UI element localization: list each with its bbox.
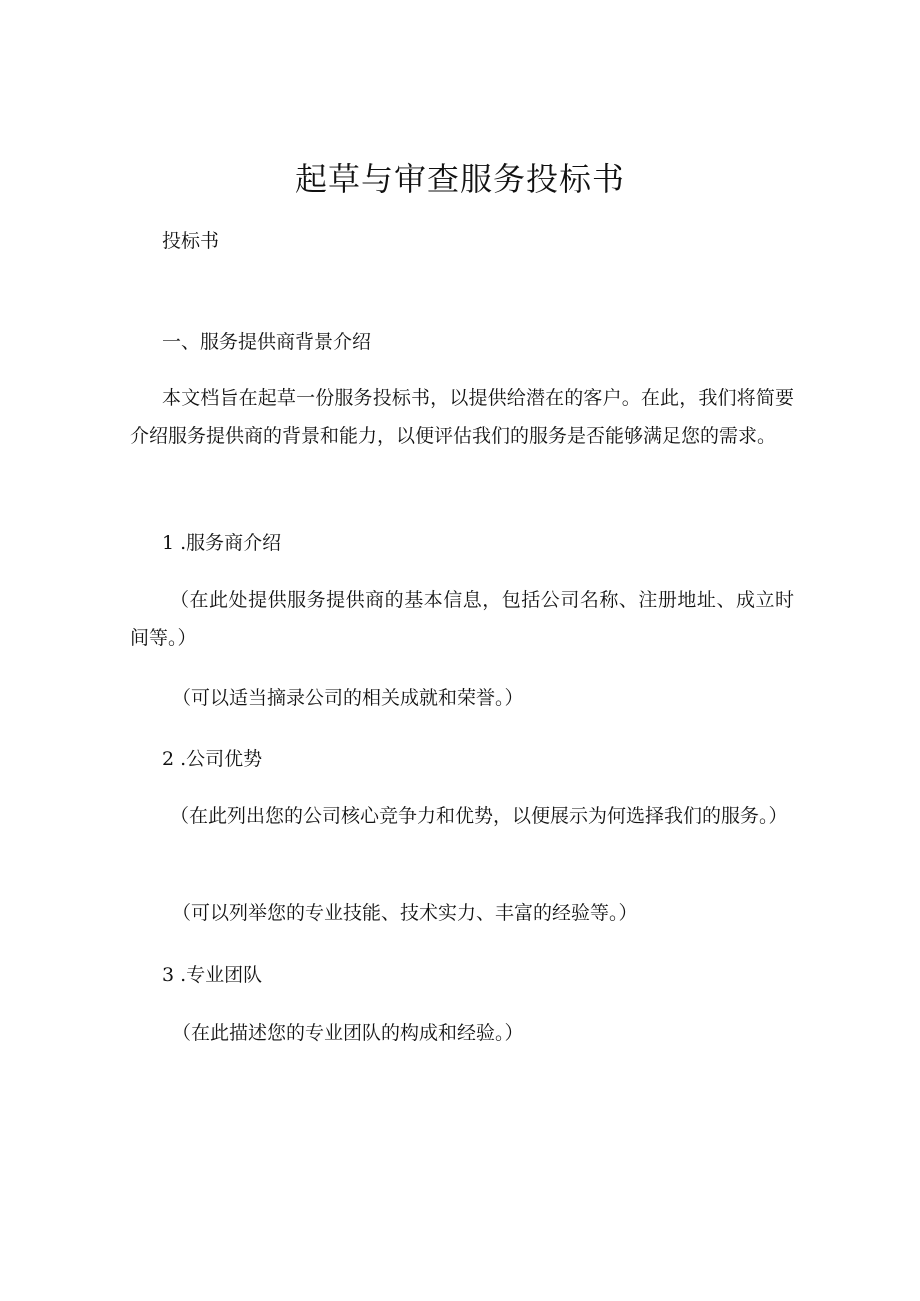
item-1-note-2: （可以适当摘录公司的相关成就和荣誉。） [172,687,524,709]
item-2-note-1: （在此列出您的公司核心竞争力和优势，以便展示为何选择我们的服务。） [170,805,788,827]
item-2-note-2: （可以列举您的专业技能、技术实力、丰富的经验等。） [172,902,638,924]
item-3-heading: 3 .专业团队 [162,964,263,986]
section-1-intro-paragraph: 本文档旨在起草一份服务投标书，以提供给潜在的客户。在此，我们将简要介绍服务提供商的背景和能力，以便评估我们的服务是否能够满足您的需求。 [130,387,794,447]
subtitle: 投标书 [162,230,220,252]
document-title: 起草与审查服务投标书 [294,160,625,198]
item-1-note-1: （在此处提供服务提供商的基本信息，包括公司名称、注册地址、成立时间等。） [130,589,794,649]
item-1-heading: 1 .服务商介绍 [162,532,282,554]
item-2-heading: 2 .公司优势 [162,748,263,770]
section-1-heading: 一、服务提供商背景介绍 [162,331,372,353]
item-3-note-1: （在此描述您的专业团队的构成和经验。） [172,1022,524,1044]
